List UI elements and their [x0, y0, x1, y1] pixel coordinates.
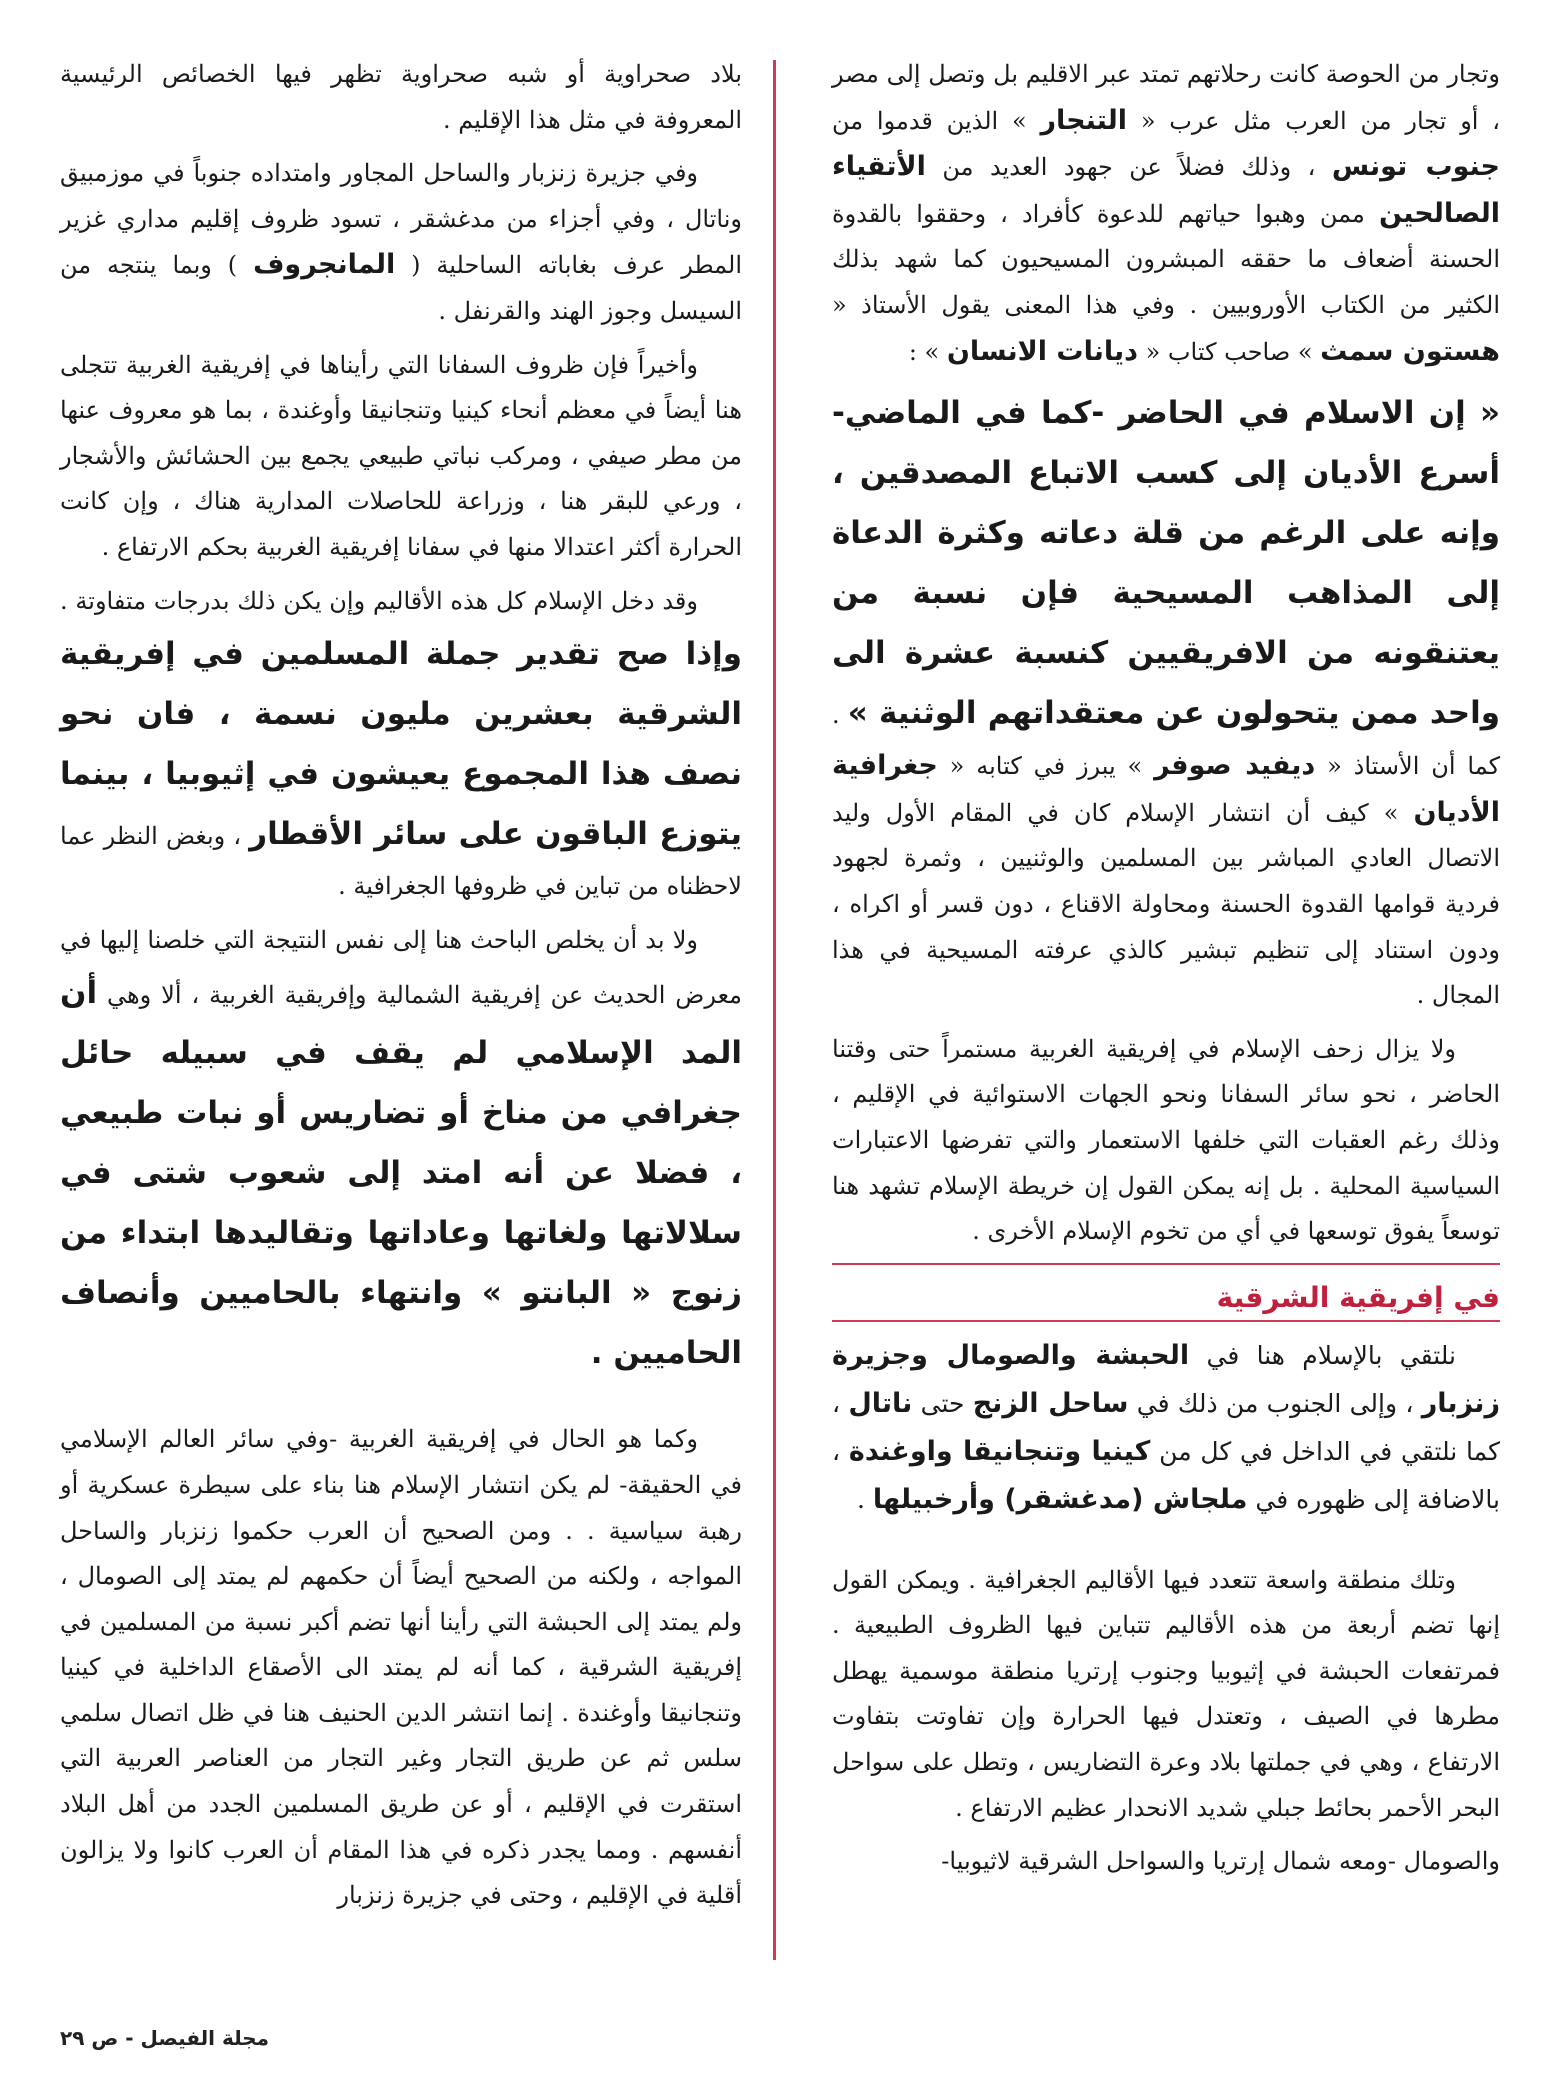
bold-term: المانجروف	[253, 249, 396, 281]
paragraph: ولا يزال زحف الإسلام في إفريقية الغربية مستمراً حتى وقتنا الحاضر ، نحو سائر السفانا ونحو الجهات الاستوائية في الإقليم ، وذلك رغم العقبات التي خلفها الاستعمار والتي تفرضها الاعتبارات السياسية المحلية . بل إنه يمكن القول إن خريطة الإسلام تشهد هنا توسعاً يفوق توسعها في أي من تخوم الإسلام الأخرى .	[832, 1034, 1500, 1246]
section-heading: في إفريقية الشرقية	[832, 1263, 1500, 1322]
spacer	[832, 1532, 1500, 1558]
paragraph: والصومال -ومعه شمال إرتريا والسواحل الشرقية لاثيوبيا-	[941, 1847, 1500, 1876]
column-divider	[773, 60, 776, 1960]
bold-term: التنجار	[1040, 104, 1128, 136]
right-column	[832, 52, 1500, 1893]
bold-term: ناتال	[848, 1387, 913, 1419]
bold-term: كينيا وتنجانيقا واوغندة	[848, 1435, 1151, 1467]
bold-passage: وإذا صح تقدير جملة المسلمين في إفريقية الشرقية بعشرين مليون نسمة ، فان نحو نصف هذا المجموع يعيشون في إثيوبيا ، بينما يتوزع الباقون على سائر الأقطار	[60, 636, 742, 853]
bold-term: جنوب تونس	[1331, 151, 1500, 183]
left-column	[60, 52, 742, 1927]
paragraph: ولا بد أن يخلص الباحث هنا إلى نفس النتيجة التي خلصنا إليها في معرض الحديث عن إفريقية الشمالية وإفريقية الغربية ، ألا وهي أن المد الإسلامي لم يقف في سبيله حائل جغرافي من مناخ أو تضاريس أو نبات طبيعي ، فضلا عن أنه امتد إلى شعوب شتى في سلالاتها ولغاتها وعاداتها وتقاليدها ابتداء من زنوج « البانتو » وانتهاء بالحاميين وأنصاف الحاميين .	[60, 925, 742, 1372]
page-footer: مجلة الفيصل - ص ٢٩	[60, 2026, 270, 2050]
paragraph: وكما هو الحال في إفريقية الغربية -وفي سائر العالم الإسلامي في الحقيقة- لم يكن انتشار الإسلام هنا بناء على سيطرة عسكرية أو رهبة سياسية . . ومن الصحيح أن العرب حكموا زنزبار والساحل المواجه ، ولكنه من الصحيح أيضاً أن حكمهم لم يمتد إلى الصومال ، ولم يمتد إلى الحبشة التي رأينا أنها تضم أكبر نسبة من المسلمين في إفريقية الشرقية ، كما أنه لم يمتد الى الأصقاع الداخلية في كينيا وتنجانيقا وأوغندة . إنما انتشر الدين الحنيف هنا في ظل اتصال سلمي سلس ثم عن طريق التجار وغير التجار من العناصر العربية التي استقرت في الإقليم ، أو عن طريق المسلمين الجدد من أهل البلاد أنفسهم . ومما يجدر ذكره في هذا المقام أن العرب كانوا ولا يزالون أقلية في الإقليم ، وحتى في جزيرة زنزبار	[60, 1425, 742, 1910]
bold-term: جغرافية الأديان	[832, 750, 1500, 828]
quote-bold: « إن الاسلام في الحاضر -كما في الماضي- أسرع الأديان إلى كسب الاتباع المصدقين ، وإنه على الرغم من قلة دعاته وكثرة الدعاة إلى المذاهب المسيحية فإن نسبة من يعتنقونه من الافريقيين كنسبة عشرة الى واحد ممن يتحولون عن معتقداتهم الوثنية »	[832, 395, 1500, 732]
spacer	[60, 1391, 742, 1417]
paragraph: بلاد صحراوية أو شبه صحراوية تظهر فيها الخصائص الرئيسية المعروفة في مثل هذا الإقليم .	[60, 60, 742, 134]
paragraph: وفي جزيرة زنزبار والساحل المجاور وامتداده جنوباً في موزمبيق وناتال ، وفي أجزاء من مدغشقر ، تسود ظروف إقليم مداري غزير المطر عرف بغاباته الساحلية ( المانجروف ) وبما ينتجه من السيسل وجوز الهند والقرنفل .	[60, 159, 743, 325]
bold-term: هستون سمث	[1320, 335, 1500, 367]
bold-term: ساحل الزنج	[972, 1387, 1129, 1419]
paragraph: نلتقي بالإسلام هنا في الحبشة والصومال وجزيرة زنزبار ، وإلى الجنوب من ذلك في ساحل الزنج حتى ناتال ، كما نلتقي في الداخل في كل من كينيا وتنجانيقا واوغندة ، بالاضافة إلى ظهوره في ملجاش (مدغشقر) وأرخبيلها .	[832, 1339, 1501, 1515]
bold-term: ملجاش (مدغشقر) وأرخبيلها	[872, 1483, 1248, 1515]
paragraph: وأخيراً فإن ظروف السفانا التي رأيناها في إفريقية الغربية تتجلى هنا أيضاً في معظم أنحاء كينيا وتنجانيقا وأوغندة ، بما هو معروف عنها من مطر صيفي ، ومركب نباتي طبيعي يجمع بين الحشائش والأشجار ، ورعي للبقر هنا ، وزراعة للحاصلات المدارية هناك ، وإن كانت الحرارة أكثر اعتدالا منها في سفانا إفريقية الغربية بحكم الارتفاع .	[60, 350, 742, 561]
bold-term: ديفيد صوفر	[1154, 750, 1316, 782]
bold-passage: أن المد الإسلامي لم يقف في سبيله حائل جغرافي من مناخ أو تضاريس أو نبات طبيعي ، فضلا عن أنه امتد إلى شعوب شتى في سلالاتها ولغاتها وعاداتها وتقاليدها ابتداء من زنوج « البانتو » وانتهاء بالحاميين وأنصاف الحاميين .	[60, 975, 742, 1372]
paragraph: وتلك منطقة واسعة تتعدد فيها الأقاليم الجغرافية . ويمكن القول إنها تضم أربعة من هذه الأقاليم تتباين فيها الظروف الطبيعية . فمرتفعات الحبشة في إثيوبيا وجنوب إرتريا منطقة موسمية يهطل مطرها في الصيف ، وتعتدل فيها الحرارة وإن تفاوتت بتفاوت الارتفاع ، وهي في جملتها بلاد وعرة التضاريس ، وتطل على سواحل البحر الأحمر بحائط جبلي شديد الانحدار عظيم الارتفاع .	[832, 1565, 1501, 1822]
bold-term: الحبشة والصومال وجزيرة زنزبار	[832, 1339, 1500, 1419]
bold-term: الأتقياء الصالحين	[832, 151, 1500, 229]
paragraph: « إن الاسلام في الحاضر -كما في الماضي- أسرع الأديان إلى كسب الاتباع المصدقين ، وإنه على الرغم من قلة دعاته وكثرة الدعاة إلى المذاهب المسيحية فإن نسبة من يعتنقونه من الافريقيين كنسبة عشرة الى واحد ممن يتحولون عن معتقداتهم الوثنية » . كما أن الأستاذ « ديفيد صوفر » يبرز في كتابه « جغرافية الأديان » كيف أن انتشار الإسلام كان في المقام الأول وليد الاتصال العادي المباشر بين المسلمين والوثنيين ، وثمرة لجهود فردية قوامها القدوة الحسنة ومحاولة الاقناع ، دون قسر أو اكراه ، ودون استناد إلى تنظيم تبشير كالذي عرفته المسيحية في هذا المجال .	[832, 395, 1501, 1010]
bold-term: ديانات الانسان	[946, 335, 1138, 367]
paragraph: وتجار من الحوصة كانت رحلاتهم تمتد عبر الاقليم بل وتصل إلى مصر ، أو تجار من العرب مثل عرب « التنجار » الذين قدموا من جنوب تونس ، وذلك فضلاً عن جهود العديد من الأتقياء الصالحين ممن وهبوا حياتهم للدعوة كأفراد ، وحققوا بالقدوة الحسنة أضعاف ما حققه المبشرون المسيحيون كما شهد بذلك الكثير من الكتاب الأوروبيين . وفي هذا المعنى يقول الأستاذ « هستون سمث » صاحب كتاب « ديانات الانسان » :	[832, 60, 1500, 367]
paragraph: وقد دخل الإسلام كل هذه الأقاليم وإن يكن ذلك بدرجات متفاوتة . وإذا صح تقدير جملة المسلمين في إفريقية الشرقية بعشرين مليون نسمة ، فان نحو نصف هذا المجموع يعيشون في إثيوبيا ، بينما يتوزع الباقون على سائر الأقطار ، وبغض النظر عما لاحظناه من تباين في ظروفها الجغرافية .	[60, 586, 742, 901]
